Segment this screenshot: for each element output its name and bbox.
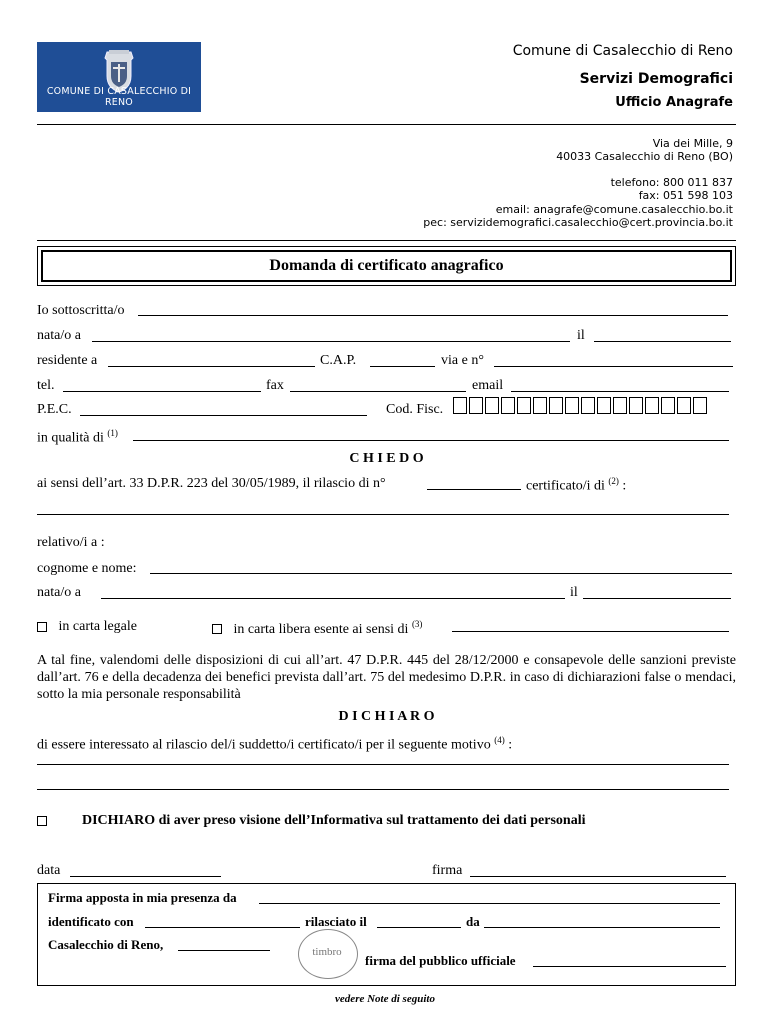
contact-divider [37,240,736,241]
label-tel: tel. [37,378,55,393]
label-rilasciato: rilasciato il [305,914,367,929]
note-ref-2: (2) [608,476,619,486]
field-residenza[interactable] [108,366,315,367]
label-email: email [472,378,504,393]
field-sottoscritto[interactable] [138,315,728,316]
field-firma-pubblico[interactable] [533,966,726,967]
label-il: il [577,328,585,343]
address-line1: Via dei Mille, 9 [652,137,733,150]
label-cognome: cognome e nome: [37,561,137,576]
label-residente: residente a [37,353,98,368]
cf-box[interactable] [693,397,707,414]
option-carta-libera[interactable] [212,619,422,638]
comune-name: Comune di Casalecchio di Reno [512,43,733,59]
logo-text: COMUNE DI CASALECCHIO DI RENO [46,86,192,108]
label-certificati: certificato/i di $^{(2)}$ : [526,476,627,494]
label-timbro: timbro [312,946,342,958]
label-identificato: identificato con [48,914,134,929]
label-ai-sensi: ai sensi dell’art. 33 D.P.R. 223 del 30/05/1989, il rilascio di n° [37,476,386,491]
cf-box[interactable] [453,397,467,414]
label-sottoscritto: Io sottoscritta/o [37,303,125,318]
fax-number: fax: 051 598 103 [638,189,733,202]
checkbox-informativa[interactable] [37,816,47,826]
label-pec: P.E.C. [37,402,72,417]
field-cognome-nome[interactable] [150,573,732,574]
label-da: da [466,914,480,929]
cf-box[interactable] [581,397,595,414]
label-nato-a: nata/o a [37,328,81,343]
label-fax: fax [266,378,284,393]
cf-box[interactable] [485,397,499,414]
field-esenzione[interactable] [452,631,729,632]
option-informativa[interactable] [37,813,47,829]
label-carta-legale: in carta legale [58,619,138,634]
field-data-nascita[interactable] [594,341,731,342]
chiedo-heading: C H I E D O [349,451,424,466]
field-qualita[interactable] [133,440,729,441]
field-data-rilascio[interactable] [377,927,461,928]
dichiaro-heading: D I C H I A R O [338,709,435,724]
note-ref-1: (1) [107,428,118,438]
label-qualita: in qualità di $^{(1)}$ [37,428,118,446]
label-il-2: il [570,585,578,600]
field-fax[interactable] [290,391,466,392]
field-tel[interactable] [63,391,261,392]
cf-box[interactable] [613,397,627,414]
field-data[interactable] [70,876,221,877]
cf-box[interactable] [629,397,643,414]
field-via[interactable] [494,366,733,367]
checkbox-carta-libera[interactable] [212,624,222,634]
label-casalecchio: Casalecchio di Reno, [48,937,164,952]
label-informativa: DICHIARO di aver preso visione dell’Informativa sul trattamento dei dati personali [82,813,586,828]
pec-address: pec: servizidemografici.casalecchio@cert.provincia.bo.it [423,216,733,229]
label-firma-apposta: Firma apposta in mia presenza da [48,890,237,905]
cf-box[interactable] [661,397,675,414]
cf-box[interactable] [565,397,579,414]
option-carta-legale[interactable] [37,619,137,635]
field-motivo-1[interactable] [37,764,729,765]
address-line2: 40033 Casalecchio di Reno (BO) [556,150,733,163]
comune-logo [37,42,201,112]
cf-box[interactable] [549,397,563,414]
label-via: via e n° [441,353,484,368]
footer-note: vedere Note di seguito [335,993,435,1005]
field-email[interactable] [511,391,729,392]
field-numero-certificati[interactable] [427,489,521,490]
cf-box[interactable] [517,397,531,414]
cf-box[interactable] [469,397,483,414]
telefono: telefono: 800 011 837 [610,176,733,189]
cf-box[interactable] [597,397,611,414]
label-carta-libera: in carta libera esente ai sensi di [233,621,409,637]
field-tipo-certificato[interactable] [37,514,729,515]
label-data: data [37,863,61,878]
field-documento[interactable] [145,927,300,928]
label-firma-pubblico: firma del pubblico ufficiale [365,953,516,968]
form-title: Domanda di certificato anagrafico [269,257,504,274]
field-data-nascita-2[interactable] [583,598,731,599]
cf-box[interactable] [677,397,691,414]
paragraph-responsabilita: A tal fine, valendomi delle disposizioni di cui all’art. 47 D.P.R. 445 del 28/12/2000 e consapevole delle sanzioni previste dall’art. 76 e della decadenza dei benefici prevista dall’art. 75 del medesimo D.P.R. in caso di dichiarazioni false o mendaci, sotto la mia personale responsabilità [37,653,736,702]
label-cap: C.A.P. [320,353,357,368]
label-interessato: di essere interessato al rilascio del/i suddetto/i certificato/i per il seguente motivo $^{(4)}$ : [37,735,513,753]
field-pec[interactable] [80,415,367,416]
email-address: email: anagrafe@comune.casalecchio.bo.it [495,203,733,216]
field-luogo-nascita[interactable] [92,341,570,342]
cf-box[interactable] [501,397,515,414]
checkbox-carta-legale[interactable] [37,622,47,632]
field-motivo-2[interactable] [37,789,729,790]
codice-fiscale-boxes[interactable] [453,397,709,414]
servizi-title: Servizi Demografici [579,71,733,87]
label-firma: firma [432,863,463,878]
label-relativo: relativo/i a : [37,535,105,550]
field-luogo-nascita-2[interactable] [101,598,565,599]
field-cap[interactable] [370,366,435,367]
field-data-ufficio[interactable] [178,950,270,951]
cf-box[interactable] [645,397,659,414]
field-firma[interactable] [470,876,726,877]
label-cod-fisc: Cod. Fisc. [386,402,444,417]
ufficio-title: Ufficio Anagrafe [615,95,733,110]
note-ref-4: (4) [494,735,505,745]
cf-box[interactable] [533,397,547,414]
header-divider [37,124,736,125]
field-ente-rilascio[interactable] [484,927,720,928]
note-ref-3: (3) [411,619,423,629]
label-nato-a-2: nata/o a [37,585,81,600]
field-firma-apposta[interactable] [259,903,720,904]
